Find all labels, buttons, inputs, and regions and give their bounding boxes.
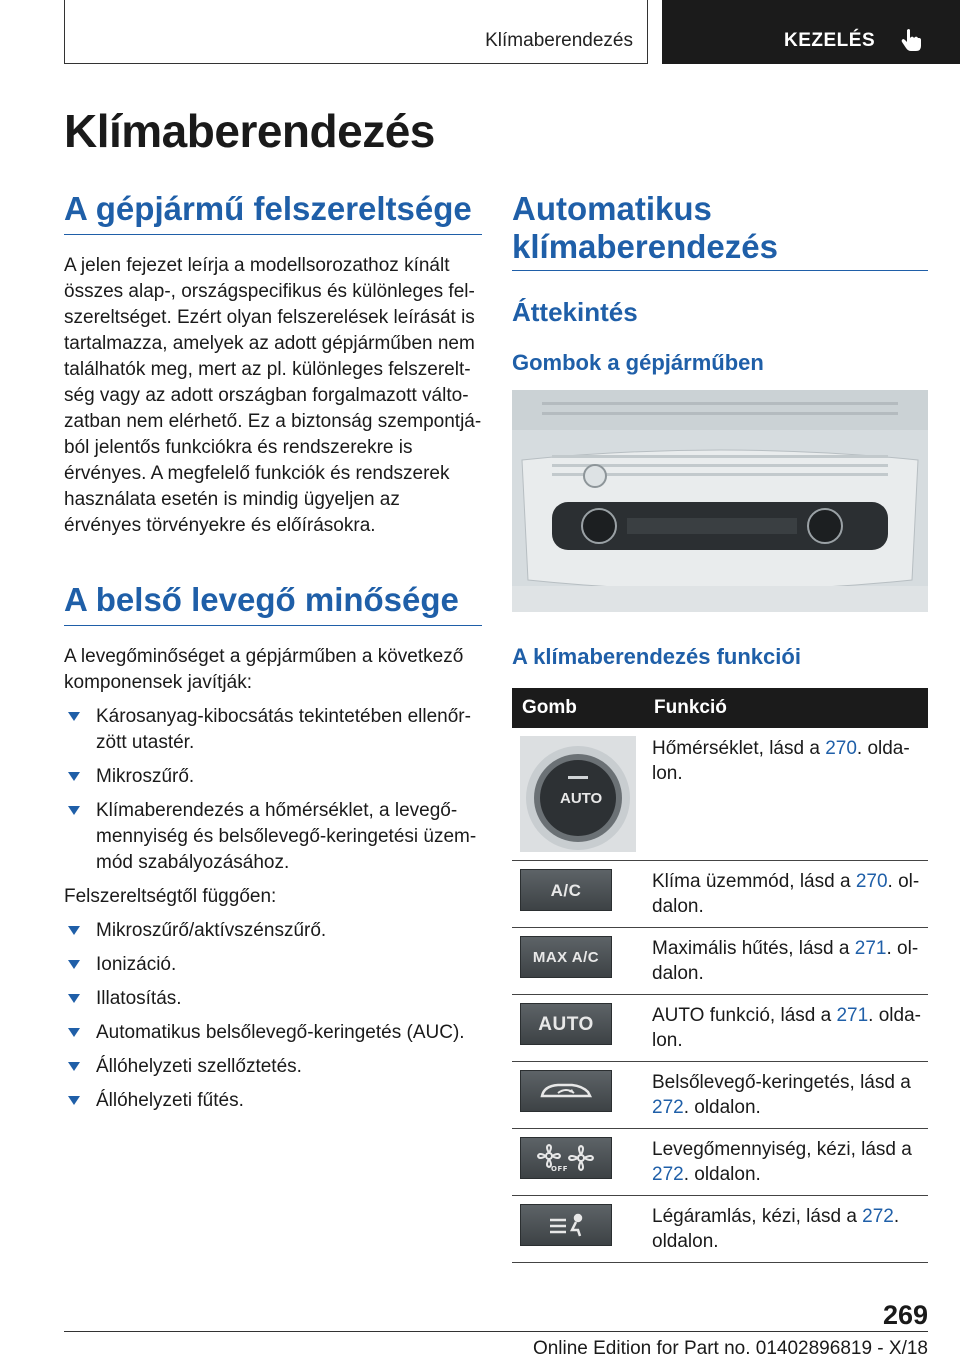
- list-item-text: Állóhelyzeti fűtés.: [96, 1090, 244, 1111]
- header-section-box: [64, 0, 648, 64]
- section-rule: [64, 625, 482, 626]
- bullet-triangle-icon: [68, 1096, 80, 1105]
- svg-text:OFF: OFF: [551, 1165, 569, 1173]
- function-cell: Klíma üzemmód, lásd a 270. oldalon.: [644, 861, 928, 928]
- table-row: [512, 1196, 928, 1263]
- function-cell: AUTO funkció, lásd a 271. oldalon.: [644, 995, 928, 1062]
- bullet-triangle-icon: [68, 994, 80, 1003]
- list-item-text: Klímaberendezés a hőmérséklet, a levegőmennyiség és belsőlevegő-keringetési üzemmód szabályozásához.: [96, 800, 477, 873]
- list-item-text: Automatikus belsőlevegő-keringetés (AUC).: [96, 1022, 465, 1043]
- section-rule: [512, 270, 928, 271]
- buttons-heading: Gombok a gépjárműben: [512, 350, 764, 375]
- equipment-heading: A gépjármű felszereltsége: [64, 190, 472, 227]
- air-distribution-button-icon: [520, 1204, 612, 1246]
- table-header-button: Gomb: [512, 688, 644, 728]
- right-column: [512, 190, 928, 1263]
- table-row: [512, 995, 928, 1062]
- table-row: [512, 1062, 928, 1129]
- list-item-text: Mikroszűrő/aktívszénszűrő.: [96, 920, 327, 941]
- climate-panel-photo: [512, 390, 928, 612]
- function-cell: Levegőmennyiség, kézi, lásd a 272. oldalon.: [644, 1129, 928, 1196]
- page-link[interactable]: 272: [652, 1097, 684, 1118]
- page-link[interactable]: 272: [652, 1164, 684, 1185]
- bullet-triangle-icon: [68, 806, 80, 815]
- bullet-triangle-icon: [68, 960, 80, 969]
- function-cell: Belsőlevegő-keringetés, lásd a 272. oldalon.: [644, 1062, 928, 1129]
- section-rule: [64, 234, 482, 235]
- page-link[interactable]: 270: [825, 738, 857, 759]
- equipment-dependent-text: Felszereltségtől függően:: [64, 886, 277, 907]
- list-item: [64, 1088, 482, 1114]
- bullet-triangle-icon: [68, 712, 80, 721]
- list-item: [64, 918, 482, 944]
- list-item-text: Állóhelyzeti szellőztetés.: [96, 1056, 302, 1077]
- page-link[interactable]: 271: [854, 938, 887, 959]
- page-number: 269: [882, 1300, 928, 1330]
- hand-pointer-icon: [898, 26, 924, 52]
- bullet-triangle-icon: [68, 926, 80, 935]
- table-header-function: Funkció: [644, 688, 928, 728]
- functions-table: [512, 688, 928, 1263]
- list-item: [64, 1054, 482, 1080]
- list-item: [64, 704, 482, 756]
- list-item: [64, 952, 482, 978]
- list-item: [64, 798, 482, 876]
- list-item-text: Mikroszűrő.: [96, 766, 195, 787]
- bullet-triangle-icon: [68, 1062, 80, 1071]
- table-row: [512, 1129, 928, 1196]
- footer-edition: Online Edition for Part no. 01402896819 - X/18: [532, 1338, 928, 1359]
- temperature-knob-icon: [520, 736, 636, 852]
- bullet-triangle-icon: [68, 1028, 80, 1037]
- recirculation-button-icon: [520, 1070, 612, 1112]
- left-column: [64, 190, 482, 1114]
- list-item: [64, 986, 482, 1012]
- function-cell: Maximális hűtés, lásd a 271. oldalon.: [644, 928, 928, 995]
- function-cell: Hőmérséklet, lásd a 270. oldalon.: [644, 728, 928, 861]
- function-cell: Légáramlás, kézi, lásd a 272. oldalon.: [644, 1196, 928, 1263]
- max-ac-button-icon: MAX A/C: [520, 936, 612, 978]
- functions-heading: A klímaberendezés funkciói: [512, 644, 801, 669]
- list-item-text: Károsanyag-kibocsátás tekintetében ellenőrzött utastér.: [96, 706, 471, 753]
- table-row: [512, 861, 928, 928]
- header-tab-label: KEZELÉS: [784, 30, 876, 51]
- footer-rule: [64, 1331, 928, 1332]
- air-intro-text: A levegőminőséget a gépjárműben a következő komponensek javítják:: [64, 646, 464, 693]
- table-row: [512, 928, 928, 995]
- overview-heading: Áttekintés: [512, 297, 638, 327]
- list-item: [64, 1020, 482, 1046]
- climate-panel-illustration-icon: [512, 390, 928, 612]
- auto-climate-heading: Automatikus klímaberendezés: [512, 190, 778, 265]
- air-quality-heading: A belső levegő minősége: [64, 581, 459, 618]
- knob-label: AUTO: [560, 790, 603, 807]
- equipment-text: A jelen fejezet leírja a modellsorozathoz kínált összes alap-, országspecifikus és különleges felszereltséget. Ezért olyan felszerelések leírását is tartalmazza, amelyek az adott gépjárműben nem találhatók meg, mert az pl. különleges felszereltség vagy az adott országban forgalmazott változatban nem elérhető. Ez a biztonság szempontjából jelentős funkciókra és rendszerekre is érvényes. A megfelelő funkciók és rendszerek használata esetén is mindig ügyeljen az érvényes törvényekre és előírásokra.: [64, 255, 482, 536]
- table-row: [512, 728, 928, 861]
- auto-button-icon: AUTO: [520, 1003, 612, 1045]
- page-link[interactable]: 271: [836, 1005, 869, 1026]
- fan-speed-button-icon: [520, 1137, 612, 1179]
- list-item-text: Illatosítás.: [96, 988, 182, 1009]
- list-item-text: Ionizáció.: [96, 954, 177, 975]
- page-link[interactable]: 272: [862, 1206, 894, 1227]
- bullet-triangle-icon: [68, 772, 80, 781]
- header-tab: [662, 0, 960, 64]
- header-section-title: Klímaberendezés: [485, 30, 633, 51]
- ac-button-icon: A/C: [520, 869, 612, 911]
- list-item: [64, 764, 482, 790]
- page-title: Klímaberendezés: [64, 105, 435, 157]
- table-header-row: [512, 688, 928, 728]
- page-link[interactable]: 270: [855, 871, 888, 892]
